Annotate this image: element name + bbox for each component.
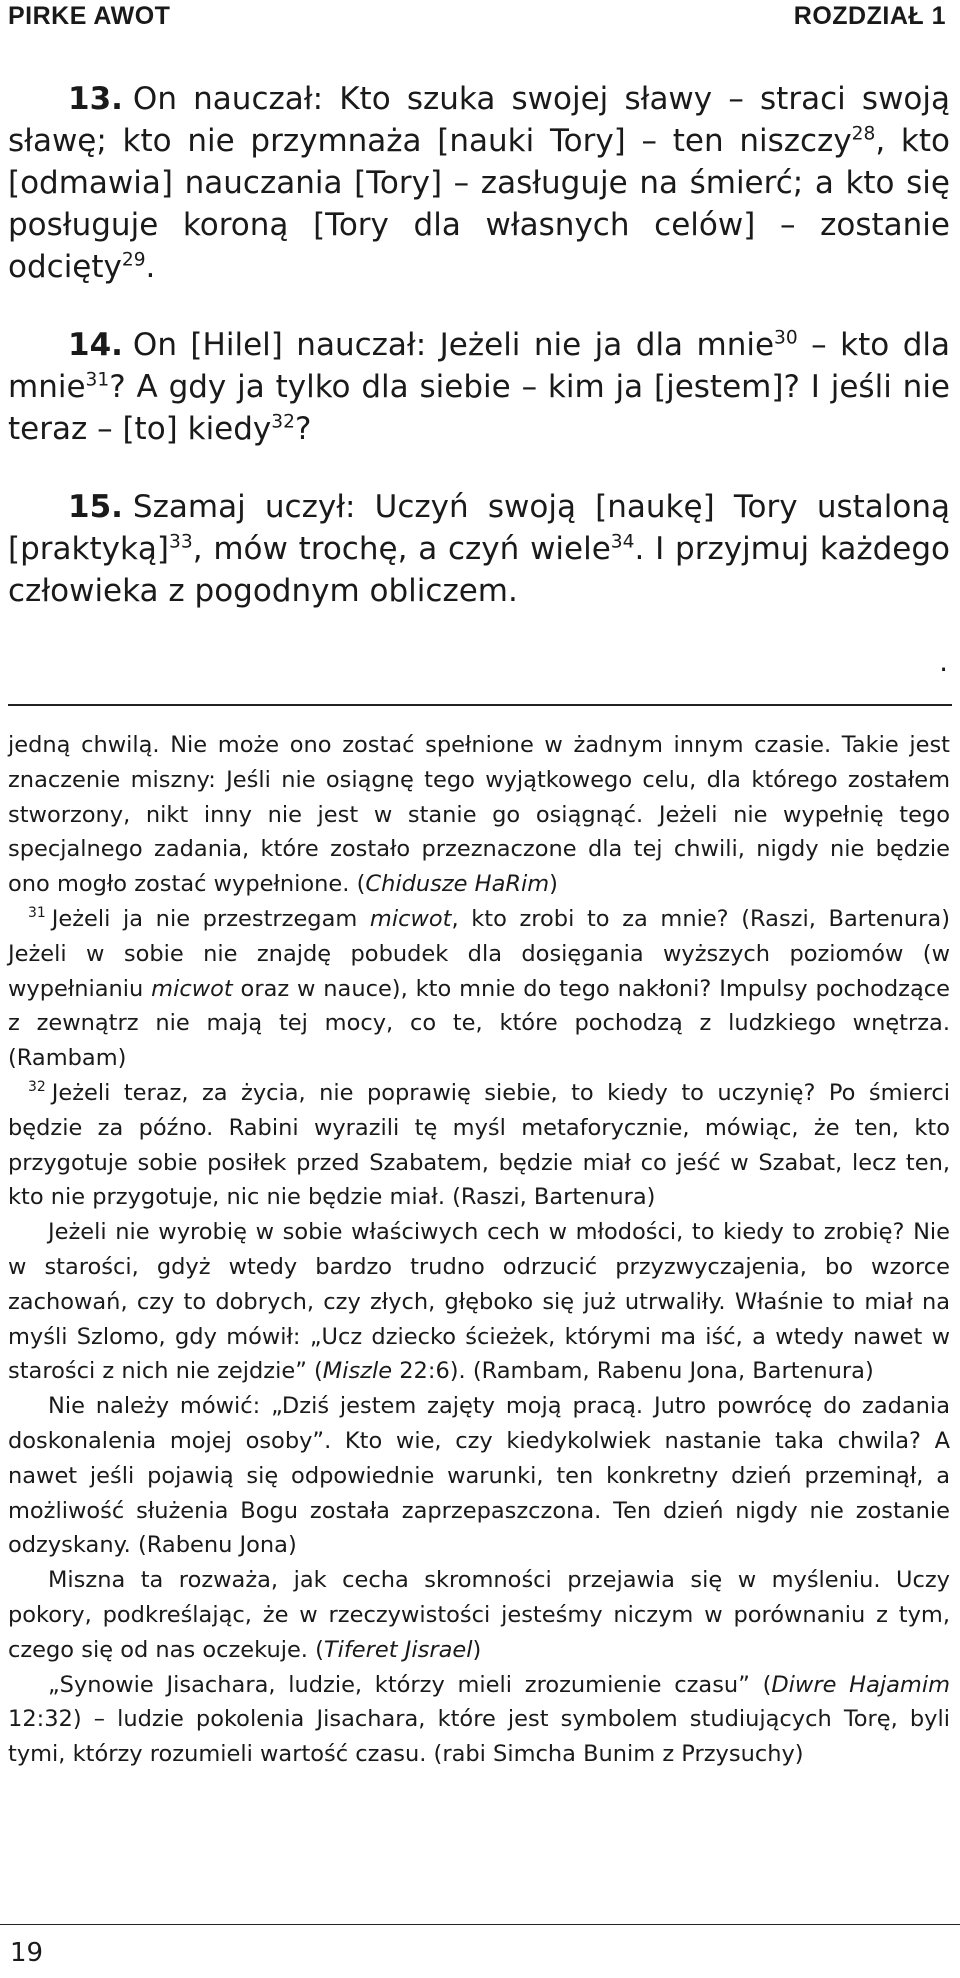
mishnah-text: , kto [odmawia] nauczania [Tory] – zasługuje na śmierć; a kto się posługuje koroną [Tory dla własnych celów] – zostanie odcięty (8, 123, 950, 285)
source-title: Tiferet Jisrael (323, 1636, 473, 1663)
mishnah-15 (8, 486, 950, 612)
mishnah-text: On nauczał: Kto szuka swojej sławy – straci swoją sławę; kto nie przymnaża [nauki Tory] – ten niszczy (8, 81, 950, 159)
source-title: Diwre Hajamim (771, 1671, 950, 1698)
footnote-text: ) (549, 871, 558, 898)
footnote-text: Miszna ta rozważa, jak cecha skromności przejawia się w myśleniu. Uczy pokory, podkreślając, że w rzeczywistości jesteśmy niczym w porównaniu z tym, czego się od nas oczekuje. ( (8, 1567, 950, 1663)
page-number: 19 (10, 1938, 44, 1968)
footnote-paragraph (8, 1215, 950, 1389)
mishnah-text: – kto dla mnie (8, 327, 950, 405)
footnote-text: Jeżeli ja nie przestrzegam (51, 905, 370, 932)
mishnah-text: , mów trochę, a czyń wiele (192, 531, 611, 567)
running-header (8, 2, 946, 38)
header-book-title: PIRKE AWOT (8, 2, 171, 30)
footnote-paragraph (8, 1563, 950, 1667)
footnote-ref-30[interactable]: 30 (774, 327, 798, 349)
footnote-ref-31[interactable]: 31 (85, 369, 110, 391)
footnote-ref-29[interactable]: 29 (121, 249, 146, 271)
mishnah-text: ? A gdy ja tylko dla siebie – kim ja [jestem]? I jeśli nie teraz – [to] kiedy (8, 369, 950, 447)
footnote-ref-34[interactable]: 34 (610, 531, 635, 553)
mishnah-number: 15. (68, 489, 123, 525)
footnote-text: Jeżeli nie wyrobię w sobie właściwych cech w młodości, to kiedy to zrobię? Nie w starości, gdyż wtedy bardzo trudno odrzucić przyzwyczajenia, bo wzorce zachowań, czy to dobrych, czy złych, głęboko się już utrwaliły. Właśnie to miał na myśli Szlomo, gdy mówił: „Ucz dziecko ścieżek, którymi ma iść, a wtedy nawet w starości z nich nie zejdzie” ( (8, 1219, 950, 1385)
mishnah-13 (8, 78, 950, 288)
mishnah-text: On [Hilel] nauczał: Jeżeli nie ja dla mnie (132, 327, 775, 363)
footnote-separator (8, 704, 952, 706)
footnote-ref-32[interactable]: 32 (271, 411, 295, 433)
footnote-number: 32 (28, 1079, 46, 1096)
mishnah-text: . (145, 249, 156, 285)
footnote-text: 22:6). (Rambam, Rabenu Jona, Bartenura) (392, 1358, 874, 1385)
footnote-text: Nie należy mówić: „Dziś jestem zajęty moją pracą. Jutro powrócę do zadania doskonalenia mojej osoby”. Kto wie, czy kiedykolwiek nastanie taka chwila? A nawet jeśli pojawią się odpowiednie warunki, ten konkretny dzień przeminął, a możliwość służenia Bogu została zaprzepaszczona. Ten dzień nigdy nie zostanie odzyskany. (Rabenu Jona) (8, 1393, 950, 1559)
mishnah-number: 14. (68, 327, 123, 363)
footnote-31 (8, 902, 950, 1076)
mishnah-text: . I przyjmuj każdego człowieka z pogodnym obliczem. (8, 531, 950, 609)
footnotes (8, 728, 950, 1772)
mishnah-number: 13. (68, 81, 123, 117)
mishnah-text: Szamaj uczył: Uczyń swoją [naukę] Tory ustaloną [praktyką] (8, 489, 950, 567)
mishnah-14 (8, 324, 950, 450)
footnote-text: ) (472, 1636, 482, 1663)
footnote-text: „Synowie Jisachara, ludzie, którzy mieli zrozumienie czasu” ( (48, 1671, 772, 1698)
header-chapter: ROZDZIAŁ 1 (793, 2, 946, 30)
footnote-paragraph (8, 1389, 950, 1563)
footer-rule (0, 1924, 960, 1925)
footnote-continuation (8, 728, 950, 902)
footnote-ref-28[interactable]: 28 (851, 123, 876, 145)
term-italic: micwot (151, 975, 233, 1002)
footnote-32 (8, 1076, 950, 1215)
mishnah-text: ? (294, 411, 312, 447)
end-dot: . (939, 645, 948, 678)
term-italic: micwot (369, 905, 452, 932)
footnote-text: 12:32) – ludzie pokolenia Jisachara, które jest symbolem studiujących Torę, byli tymi, którzy rozumieli wartość czasu. (rabi Simcha Bunim z Przysuchy) (8, 1706, 950, 1768)
footnote-text: oraz w nauce), kto mnie do tego nakłoni? Impulsy pochodzące z zewnątrz nie mają tej mocy, co te, które pochodzą z ludzkiego wnętrza. (Rambam) (8, 975, 950, 1072)
source-title: Miszle (322, 1358, 393, 1385)
footnote-text: jedną chwilą. Nie może ono zostać spełnione w żadnym innym czasie. Takie jest znaczenie miszny: Jeśli nie osiągnę tego wyjątkowego celu, dla którego zostałem stworzony, nikt inny nie jest w stanie go osiągnąć. Jeżeli nie wypełnię tego specjalnego zadania, które zostało przeznaczone dla tej chwili, nigdy nie będzie ono mogło zostać wypełnione. ( (8, 732, 950, 898)
footnote-paragraph (8, 1668, 950, 1772)
source-title: Chidusze HaRim (365, 871, 550, 898)
footnote-text: , kto zrobi to za mnie? (Raszi, Bartenura) Jeżeli w sobie nie znajdę pobudek dla dosięgania wyższych poziomów (w wypełnianiu (8, 905, 951, 1002)
main-text (8, 78, 950, 612)
footnote-ref-33[interactable]: 33 (169, 531, 193, 553)
footnote-text: Jeżeli teraz, za życia, nie poprawię siebie, to kiedy to uczynię? Po śmierci będzie za późno. Rabini wyrazili tę myśl metaforycznie, mówiąc, że ten, kto przygotuje sobie posiłek przed Szabatem, będzie miał co jeść w Szabat, lecz ten, kto nie przygotuje, nic nie będzie miał. (Raszi, Bartenura) (8, 1079, 950, 1211)
footnote-number: 31 (28, 905, 46, 922)
